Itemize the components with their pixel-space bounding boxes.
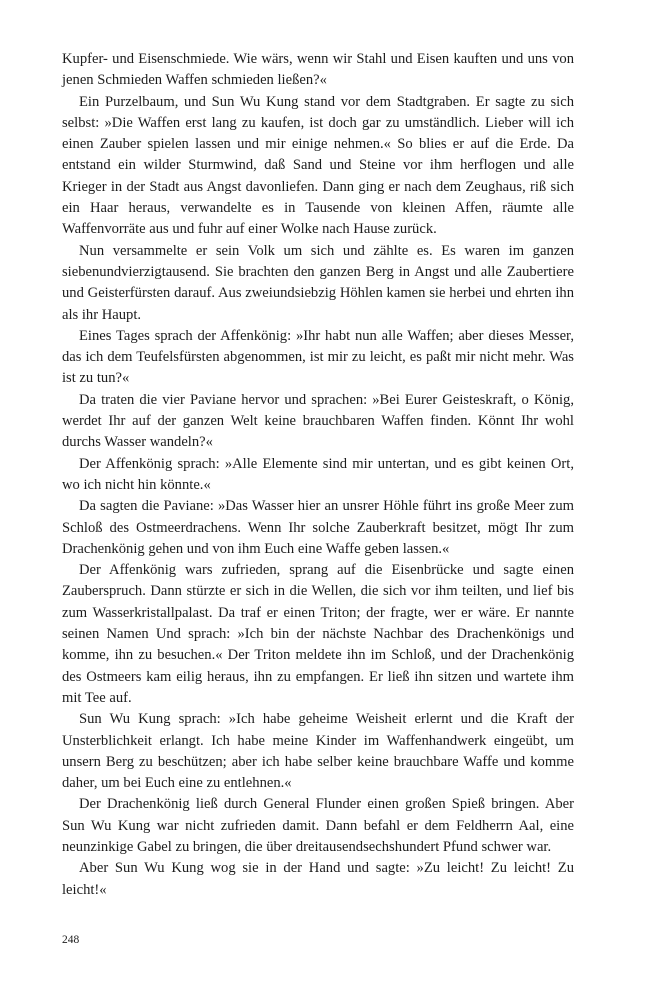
paragraph: Der Drachenkönig ließ durch General Flunder einen großen Spieß bringen. Aber Sun Wu Kung war nicht zufrieden damit. Dann befahl er dem Feldherrn Aal, eine neunzinkige Gabel zu bringen, die über dreitausendsechshundert Pfund schwer war. (62, 796, 574, 855)
paragraph: Ein Purzelbaum, und Sun Wu Kung stand vor dem Stadtgraben. Er sagte zu sich selbst: »Die Waffen erst lang zu kaufen, ist doch gar zu umständlich. Lieber will ich einen Zauber spielen lassen und mir einige nehmen.« So blies er auf die Erde. Da entstand ein wilder Sturmwind, daß Sand und Steine vor ihm herflogen und alle Krieger in der Stadt aus Angst davonliefen. Dann ging er nach dem Zeughaus, riß sich ein Haar heraus, verwandelte es in Tausende von kleinen Affen, räumte alle Waffenvorräte aus und fuhr auf einer Wolke nach Hause zurück. (62, 93, 574, 238)
book-page-text (62, 49, 574, 901)
paragraph: Der Affenkönig wars zufrieden, sprang auf die Eisenbrücke und sagte einen Zauberspruch. Dann stürzte er sich in die Wellen, die sich vor ihm teilten, und lief bis zum Wasserkristallpalast. Da traf er einen Triton; der fragte, wer er wäre. Er nannte seinen Namen Und sprach: »Ich bin der nächste Nachbar des Drachenkönigs und komme, ihn zu besuchen.« Der Triton meldete ihn im Schloß, und der Drachenkönig des Ostmeers kam eilig heraus, ihn zu empfangen. Er ließ ihn sitzen und wartete ihm mit Tee auf. (62, 562, 574, 706)
paragraph: Der Affenkönig sprach: »Alle Elemente sind mir untertan, und es gibt keinen Ort, wo ich nicht hin könnte.« (62, 455, 574, 493)
paragraph: Da traten die vier Paviane hervor und sprachen: »Bei Eurer Geisteskraft, o König, werdet Ihr auf der ganzen Welt keine brauchbaren Waffen finden. Könnt Ihr wohl durchs Wasser wandeln?« (62, 391, 574, 451)
paragraph: Eines Tages sprach der Affenkönig: »Ihr habt nun alle Waffen; aber dieses Messer, das ich dem Teufelsfürsten abgenommen, ist mir zu leicht, es paßt mir nicht mehr. Was ist zu tun?« (62, 327, 574, 387)
paragraph: Nun versammelte er sein Volk um sich und zählte es. Es waren im ganzen siebenundvierzigtausend. Sie brachten den ganzen Berg in Angst und alle Zaubertiere und Geisterfürsten darauf. Aus zweiundsiebzig Höhlen kamen sie herbei und ehrten ihn als ihr Haupt. (62, 242, 574, 323)
paragraph-continued: Kupfer- und Eisenschmiede. Wie wärs, wenn wir Stahl und Eisen kauften und uns von jenen Schmieden Waffen schmieden ließen?« (62, 51, 574, 89)
paragraph: Sun Wu Kung sprach: »Ich habe geheime Weisheit erlernt und die Kraft der Unsterblichkeit erlangt. Ich habe meine Kinder im Waffenhandwerk eingeübt, um unsern Berg zu beschützen; aber ich habe selber keine brauchbare Waffe und komme daher, um bei Euch eine zu entlehnen.« (62, 711, 574, 792)
paragraph: Da sagten die Paviane: »Das Wasser hier an unsrer Höhle führt ins große Meer zum Schloß des Ostmeerdrachens. Wenn Ihr solche Zauberkraft besitzet, mögt Ihr zum Drachenkönig gehen und von ihm Euch eine Waffe geben lassen.« (62, 498, 574, 557)
paragraph: Aber Sun Wu Kung wog sie in der Hand und sagte: »Zu leicht! Zu leicht! Zu leicht!« (62, 860, 574, 898)
page-number: 248 (62, 934, 80, 946)
